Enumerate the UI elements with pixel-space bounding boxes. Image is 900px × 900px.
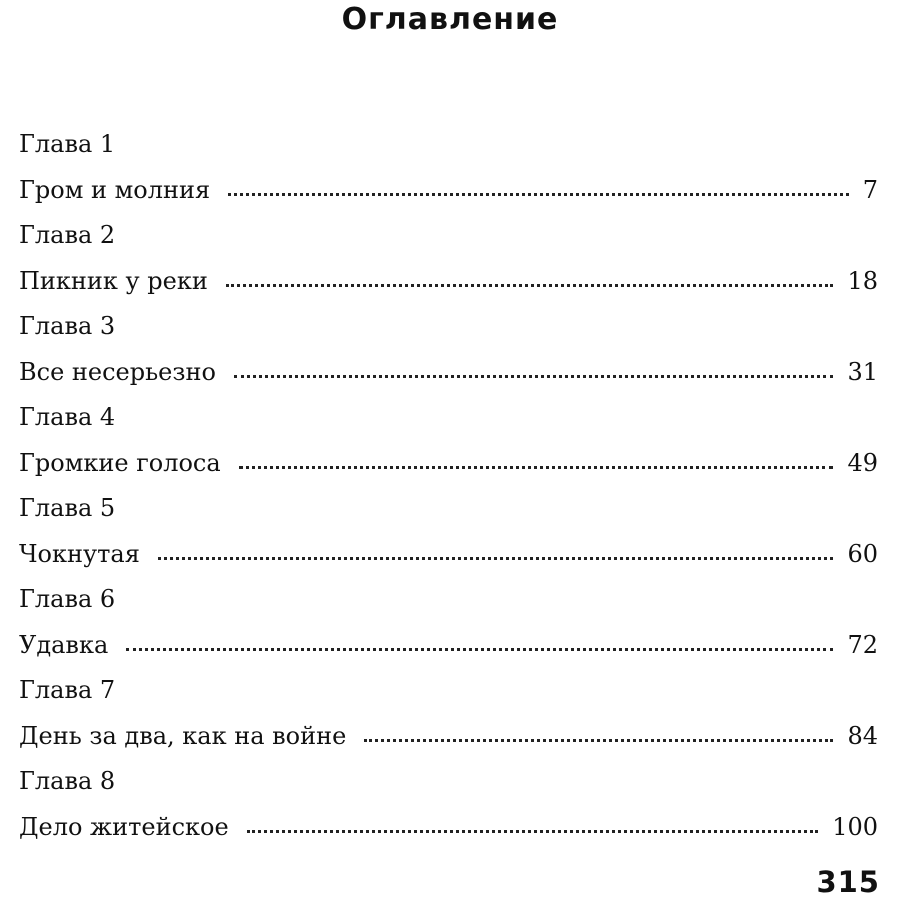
chapter-label: Глава 6 [19,585,116,613]
chapter-page: 72 [847,631,878,659]
dot-leader [364,739,833,742]
chapter-page: 49 [847,449,878,477]
toc-entry [19,350,878,394]
chapter-label: Глава 5 [19,494,116,522]
chapter-label: Глава 7 [19,676,116,704]
dot-leader [228,193,849,196]
chapter-page: 31 [847,358,878,386]
chapter-title: Гром и молния [19,176,211,204]
toc-entry [19,714,878,758]
chapter-page: 84 [847,722,878,750]
chapter-title: Громкие голоса [19,449,221,477]
page-title: Оглавление [341,2,559,37]
toc-chapter [19,215,878,306]
chapter-page: 7 [862,176,878,204]
toc-entry [19,168,878,212]
toc-chapter [19,397,878,488]
chapter-title: Дело житейское [19,813,229,841]
dot-leader [239,466,834,469]
chapter-title: Все несерьезно [19,358,216,386]
chapter-page: 60 [847,540,878,568]
chapter-page: 18 [847,267,878,295]
toc-chapter [19,761,878,852]
chapter-title: Пикник у реки [19,267,208,295]
chapter-label: Глава 4 [19,403,116,431]
table-of-contents [19,124,878,852]
toc-chapter [19,306,878,397]
toc-chapter [19,579,878,670]
chapter-title: Чокнутая [19,540,140,568]
dot-leader [226,284,834,287]
toc-chapter [19,124,878,215]
chapter-label: Глава 8 [19,767,116,795]
dot-leader [247,830,819,833]
chapter-label: Глава 1 [19,130,116,158]
chapter-page: 100 [832,813,878,841]
chapter-title: Удавка [19,631,109,659]
page-number: 315 [816,865,880,899]
toc-entry [19,805,878,849]
toc-entry [19,623,878,667]
chapter-label: Глава 2 [19,221,116,249]
toc-entry [19,441,878,485]
dot-leader [158,557,834,560]
dot-leader [126,648,833,651]
dot-leader [234,375,834,378]
toc-chapter [19,670,878,761]
toc-entry [19,532,878,576]
toc-chapter [19,488,878,579]
chapter-title: День за два, как на войне [19,722,347,750]
toc-entry [19,259,878,303]
chapter-label: Глава 3 [19,312,116,340]
